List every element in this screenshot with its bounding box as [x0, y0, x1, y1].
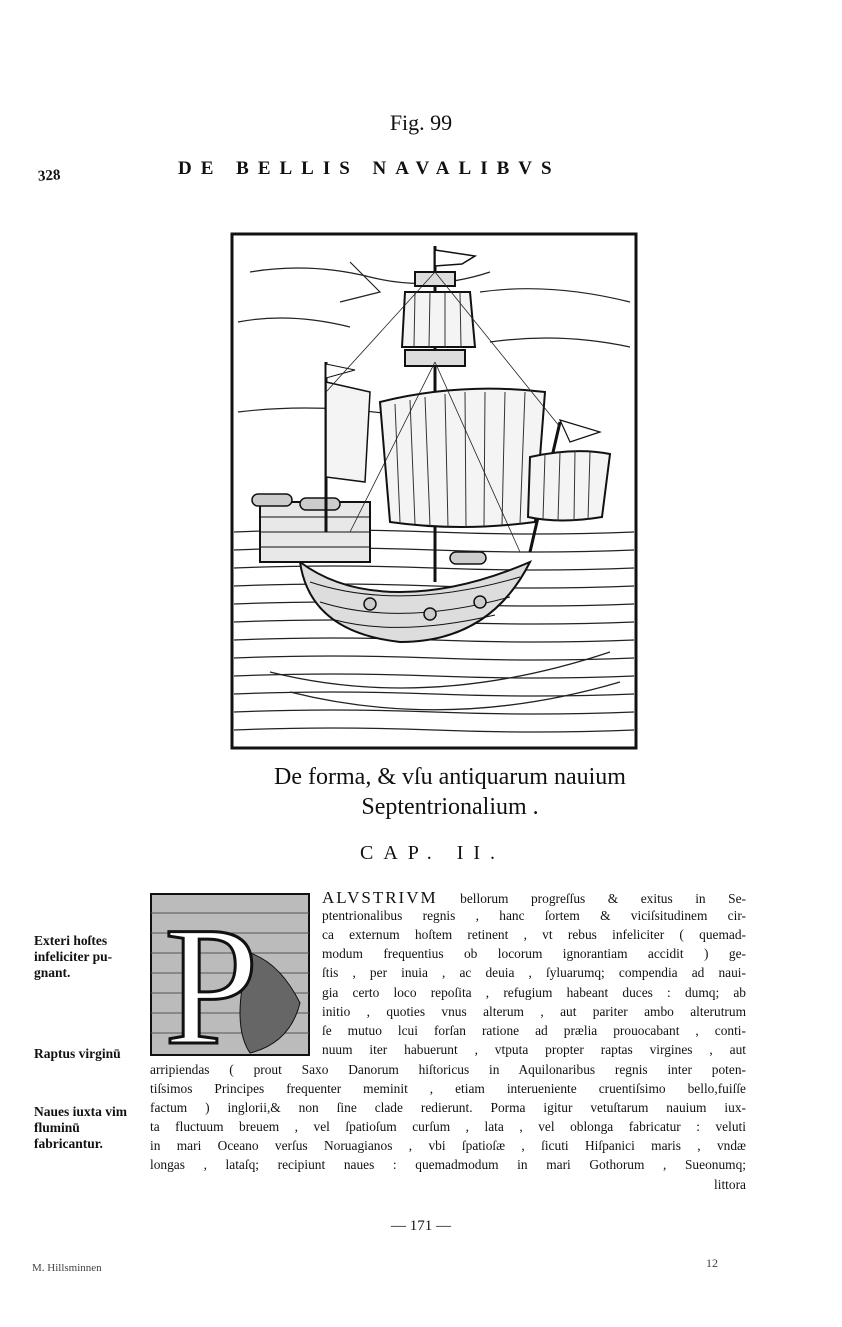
body-line: ſtis , per inuia , ac deuia , ſyluarumq; compendia ad naui- — [322, 965, 746, 980]
figure-label: Fig. 99 — [389, 110, 453, 135]
body-line: initio , quoties vnus alterum , aut pariter ambo alterutrum — [322, 1004, 746, 1019]
body-line: longas , lataſq; recipiunt naues : quemadmodum in mari Gothorum , Sueonumq; — [150, 1157, 746, 1172]
caption-line-1: De forma, & vſu antiquarum nauium — [274, 764, 626, 790]
body-line: in mari Oceano verſus Noruagianos , vbi ſpatioſæ , ſicuti Hiſpanici maris , vndæ — [150, 1138, 746, 1153]
lead-line-rest: bellorum progreſſus & exitus in Se- — [437, 891, 746, 906]
body-line: nuum iter habuerunt , vtputa propter raptas virgines , aut — [322, 1042, 746, 1057]
margin-note-2: Raptus virginū — [34, 1046, 121, 1061]
drop-cap-letter: P — [164, 893, 259, 1056]
sheet-number: 12 — [706, 1256, 718, 1270]
folio-number: — 171 — — [391, 1218, 451, 1234]
body-line: ſe mutuo lcui forſan ratione ad prælia prouocabant , conti- — [322, 1023, 746, 1038]
ship-woodcut-illustration — [230, 232, 638, 750]
body-line: gia certo loco repoſita , refugium habeant duces : dumq; ab — [322, 985, 746, 1000]
body-line-1 — [322, 888, 746, 908]
margin-note-3: Naues iuxta vim fluminū fabricantur. — [34, 1104, 128, 1151]
lead-word: ALVSTRIVM — [322, 888, 438, 907]
catchword: littora — [714, 1177, 746, 1192]
body-line: arripiendas ( prout Saxo Danorum hiſtoricus in Aquilonaribus regnis inter poten- — [150, 1062, 746, 1077]
figure-caption — [200, 762, 700, 822]
body-line: ca externum hoſtem retinent , vt rebus infeliciter ( quemad- — [322, 927, 746, 942]
body-line: ptentrionalibus regnis , hanc ſortem & viciſsitudinem cir- — [322, 908, 746, 923]
margin-note-1: Exteri hoſtes infeliciter pu- gnant. — [34, 933, 113, 980]
page-number: 328 — [37, 167, 61, 185]
body-line: modum frequentius ob locorum ignorantiam accidit ) ge- — [322, 946, 746, 961]
caption-line-2: Septentrionalium . — [361, 794, 539, 820]
body-line: factum ) inglorii,& non ſine clade redierunt. Porma igitur vetuſtarum nauium iux- — [150, 1100, 746, 1115]
chapter-heading: CAP. II. — [360, 842, 506, 864]
body-line: ta fluctuum breuem , vel ſpatioſum curſum , lata , vel oblonga fabricatur : veluti — [150, 1119, 746, 1134]
library-stamp: M. Hillsminnen — [32, 1262, 102, 1274]
body-line: tiſsimos Principes frequenter meminit , etiam interueniente cruentiſsimo bello,fuiſſe — [150, 1081, 746, 1096]
decorated-initial — [150, 893, 310, 1056]
running-head: DE BELLIS NAVALIBVS — [178, 158, 561, 179]
